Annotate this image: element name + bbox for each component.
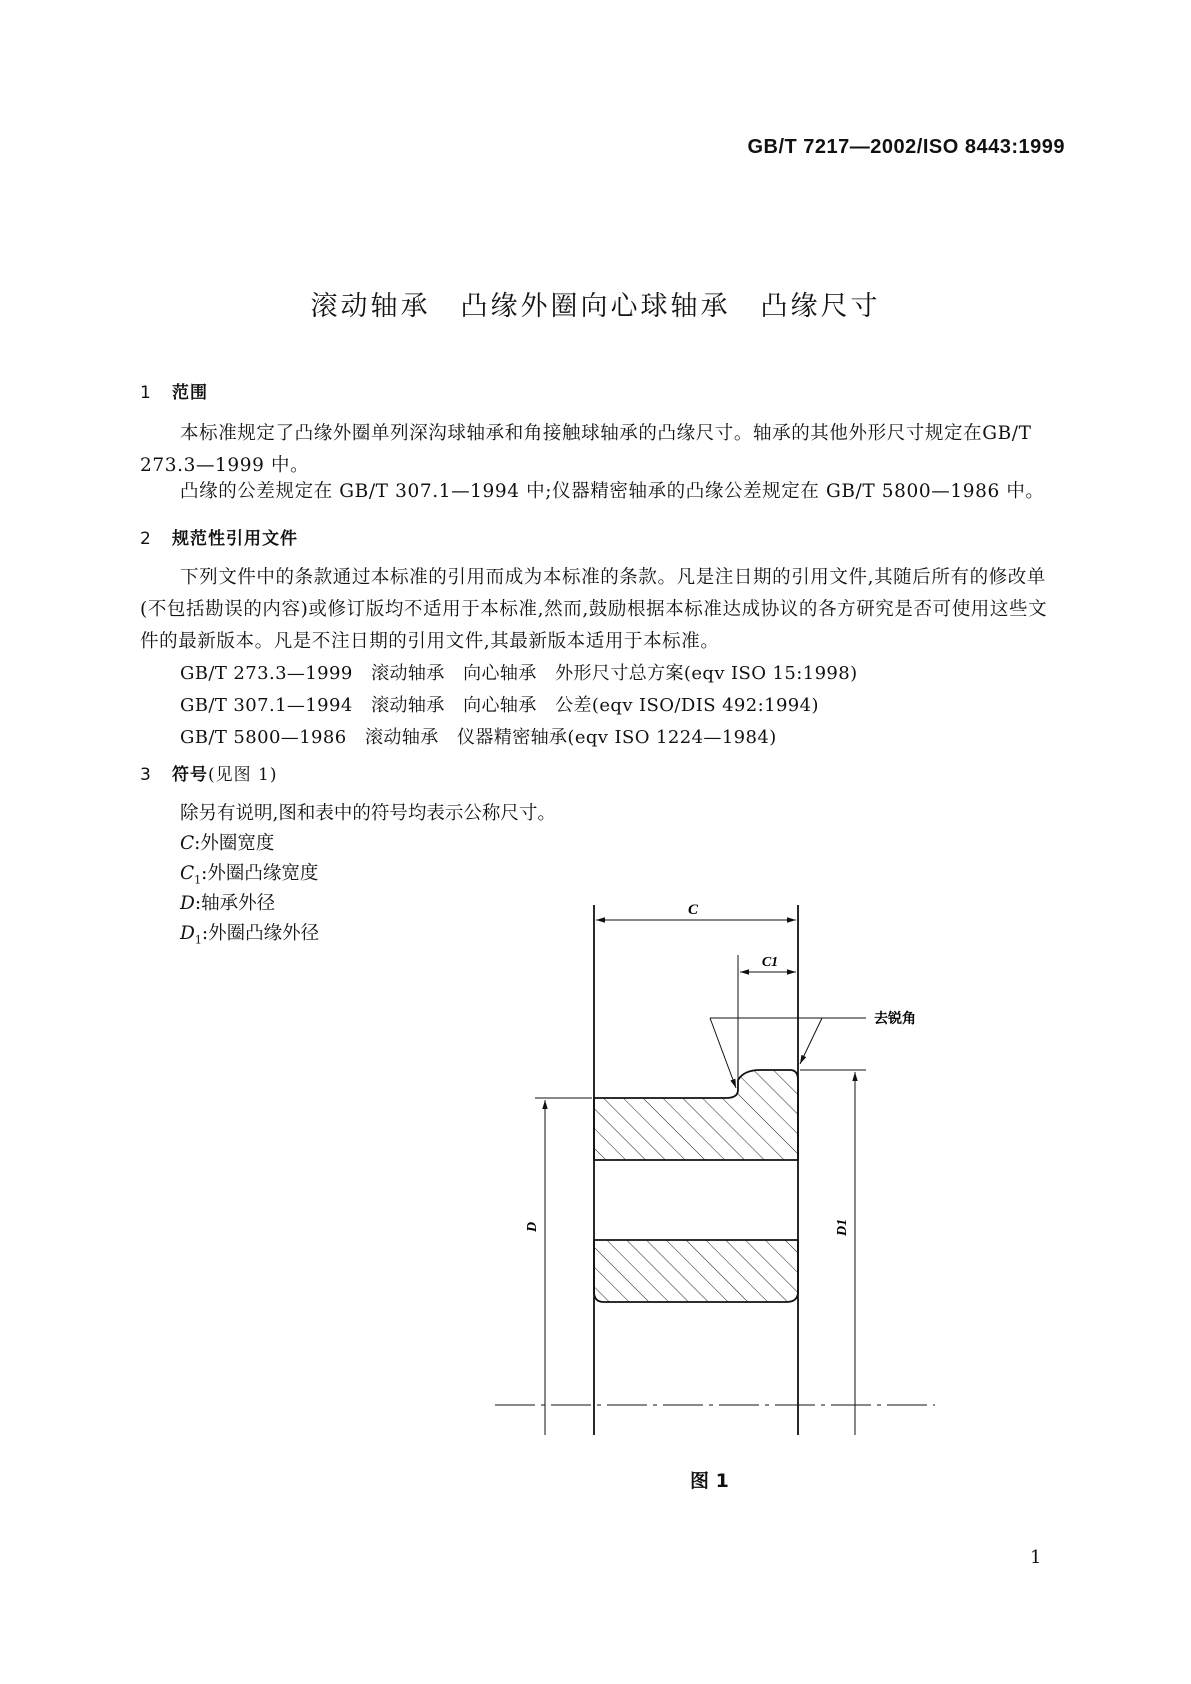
document-title: 滚动轴承 凸缘外圈向心球轴承 凸缘尺寸 <box>310 291 881 322</box>
symbol-subscript: 1 <box>194 873 202 887</box>
section-number: 1 <box>140 383 152 403</box>
symbol: C <box>180 863 195 884</box>
section-title: 符号 <box>172 765 208 785</box>
label-d: D <box>525 1221 540 1232</box>
figure-caption: 图 1 <box>690 1470 729 1492</box>
outer-ring-section-bottom <box>594 1240 798 1302</box>
label-c1: C1 <box>761 955 779 970</box>
paragraph: 凸缘的公差规定在 GB/T 307.1—1994 中;仪器精密轴承的凸缘公差规定在 GB/T 5800—1986 中。 <box>180 481 1045 502</box>
symbol-description: :轴承外径 <box>194 893 276 914</box>
symbol: C <box>180 833 195 854</box>
page-number: 1 <box>1030 1547 1042 1568</box>
symbol-description: :外圈凸缘外径 <box>201 923 320 944</box>
chamfer-arrow-left <box>710 1018 736 1088</box>
section-number: 2 <box>140 529 152 549</box>
section-title: 范围 <box>172 383 208 403</box>
symbol-subscript: 1 <box>194 933 202 947</box>
outer-ring-section-top <box>594 1070 798 1160</box>
reference-item: GB/T 273.3—1999 滚动轴承 向心轴承 外形尺寸总方案(eqv ISO 15:1998) <box>180 663 858 684</box>
reference-item: GB/T 307.1—1994 滚动轴承 向心轴承 公差(eqv ISO/DIS 492:1994) <box>180 695 819 716</box>
paragraph: 本标准规定了凸缘外圈单列深沟球轴承和角接触球轴承的凸缘尺寸。轴承的其他外形尺寸规定在GB/T 273.3—1999 中。 <box>140 423 1032 476</box>
section-title-suffix: (见图 1) <box>208 765 278 785</box>
label-d1: D1 <box>835 1218 850 1236</box>
chamfer-arrow-right <box>800 1018 822 1064</box>
section-title: 规范性引用文件 <box>172 529 298 549</box>
reference-item: GB/T 5800—1986 滚动轴承 仪器精密轴承(eqv ISO 1224—1984) <box>180 727 777 748</box>
section-number: 3 <box>140 765 152 785</box>
symbol-intro: 除另有说明,图和表中的符号均表示公称尺寸。 <box>180 803 556 824</box>
symbol-description: :外圈宽度 <box>194 833 275 854</box>
symbol: D <box>180 923 195 944</box>
symbol-description: :外圈凸缘宽度 <box>201 863 319 884</box>
paragraph: 下列文件中的条款通过本标准的引用而成为本标准的条款。凡是注日期的引用文件,其随后所有的修改单(不包括勘误的内容)或修订版均不适用于本标准,然而,鼓励根据本标准达成协议的各方研究是否可使用这些文件的最新版本。凡是不注日期的引用文件,其最新版本适用于本标准。 <box>140 567 1048 652</box>
symbol: D <box>180 893 195 914</box>
label-c: C <box>687 902 699 918</box>
label-chamfer-note: 去锐角 <box>874 1011 916 1027</box>
standard-code: GB/T 7217—2002/ISO 8443:1999 <box>747 136 1065 158</box>
